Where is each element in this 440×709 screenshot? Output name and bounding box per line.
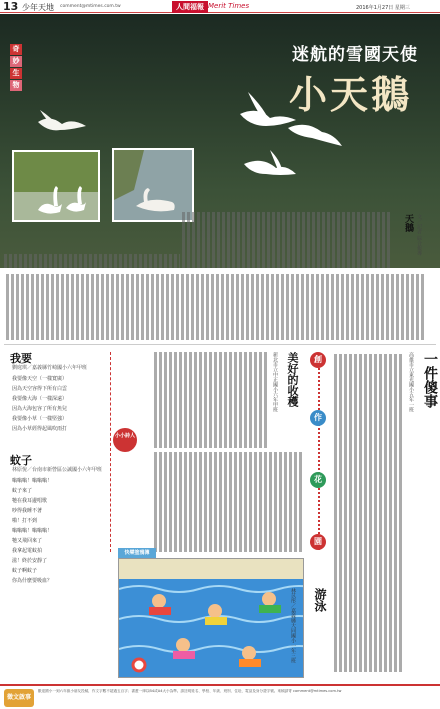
page-footer: [0, 684, 440, 709]
poem-2-line: 你為什麼要吸血？: [12, 578, 53, 584]
poem-1-line: 我要像天空（一樣寬廣）: [12, 376, 68, 382]
submission-notice: 歡迎國小一到六年級小朋友投稿，作文字數不超過五百字；書畫一律以B4或A4大小為準。請註明姓名、學校、年級、班別、住址、電話及身分證字號。來稿請寄 comment@mtimes.com.tw: [38, 689, 342, 693]
drawing-badge: 快樂塗鴉簿: [118, 548, 156, 558]
swan-article-body-lower: [6, 274, 426, 340]
poem-2-line: 嗡嗡嗡！嗡嗡嗡！: [12, 528, 53, 534]
badge-hua: 花: [310, 472, 326, 488]
badge-yuan: 園: [310, 534, 326, 550]
tag-2: 妙: [10, 56, 22, 67]
swan-article-continued: [2, 272, 438, 344]
swan-2-icon: [240, 92, 296, 126]
article-1-title: 一件傻事: [422, 352, 438, 408]
poem-1-line: 因為小草經得起風吹雨打: [12, 426, 68, 432]
poem-2-line: 嗡嗡嗡！嗡嗡嗡！: [12, 478, 53, 484]
poem-2-line: 滋！終於安靜了: [12, 558, 48, 564]
swan-article-headline: 天鵝: [403, 214, 413, 232]
poem-1-line: 我要像小草（一樣堅強）: [12, 416, 68, 422]
swimming-drawing-image: [119, 559, 304, 678]
section-divider: [4, 344, 436, 345]
hero-title: 小天鵝: [288, 73, 412, 117]
hero-subtitle: 迷航的雪國天使: [292, 45, 418, 65]
contact-url: comment@mtimes.com.tw: [60, 4, 121, 9]
poem-2-title: 蚊子: [10, 454, 32, 467]
poem-1-author: 劉庭琪／嘉義縣竹崎國小六年甲班: [12, 365, 88, 371]
article-2-byline: 新北市立中正國小六年甲班: [272, 352, 278, 412]
drawing-title: 游泳: [313, 588, 327, 612]
swan-3-icon: [288, 125, 342, 146]
article-2-body-bottom: [154, 452, 304, 552]
page-number: 13: [3, 0, 19, 13]
issue-date: 2016年1月27日 星期三: [356, 5, 410, 11]
article-2-body-top: [154, 352, 268, 448]
badge-dotted-line: [318, 360, 320, 550]
drawing-author: 林苡彤／嘉義縣大同國小一年三班: [290, 588, 296, 663]
poem-2-author: 林原悅／台南市新營區公誠國小六年甲班: [12, 467, 103, 473]
poem-2-line: 蚊子啊蚊子: [12, 568, 38, 574]
poem-2-line: 我拿起電蚊拍: [12, 548, 43, 554]
poem-1-line: 因為大海包容了所有魚兒: [12, 406, 68, 412]
article-1-body: [334, 354, 404, 672]
badge-chuang: 創: [310, 352, 326, 368]
swan-article: [2, 210, 438, 272]
poem-1-title: 我要: [10, 352, 32, 365]
poem-2-line: 牠在我耳邊唱歌: [12, 498, 48, 504]
swan-article-body-left: [4, 254, 180, 268]
small-poet-badge: 小小詩人: [113, 428, 137, 452]
swan-4-icon: [244, 150, 296, 175]
poem-2-line: 吵得我睡不著: [12, 508, 43, 514]
newspaper-name: Merit Times: [208, 2, 250, 10]
article-1-byline: 高雄市立東光國小五年一班: [408, 352, 414, 412]
poem-1-line: 因為天空容得下所有白雲: [12, 386, 68, 392]
swan-1-icon: [38, 110, 86, 130]
tag-3: 生: [10, 68, 22, 79]
poem-1-body: [12, 374, 112, 434]
poem-2-line: 啪！打不到: [12, 518, 38, 524]
swan-article-byline: 文／記者 綜合報導: [416, 214, 422, 256]
poem-2-line: 牠又飛回來了: [12, 538, 43, 544]
swan-article-body-right: [182, 212, 392, 268]
drawing-frame: [118, 558, 304, 678]
newspaper-logo: 人間福報: [172, 1, 208, 13]
article-2-title: 美好的收穫: [286, 352, 299, 407]
page-header: [0, 0, 440, 13]
tag-4: 物: [10, 80, 22, 91]
badge-zuo: 作: [310, 410, 326, 426]
poem-2-body: [12, 476, 112, 586]
poem-1-line: 我要像大海（一樣深遠）: [12, 396, 68, 402]
submission-badge: 徵文啟事: [4, 689, 34, 707]
poem-2-line: 蚊子來了: [12, 488, 33, 494]
section-name: 少年天地: [22, 3, 54, 12]
tag-1: 奇: [10, 44, 22, 55]
